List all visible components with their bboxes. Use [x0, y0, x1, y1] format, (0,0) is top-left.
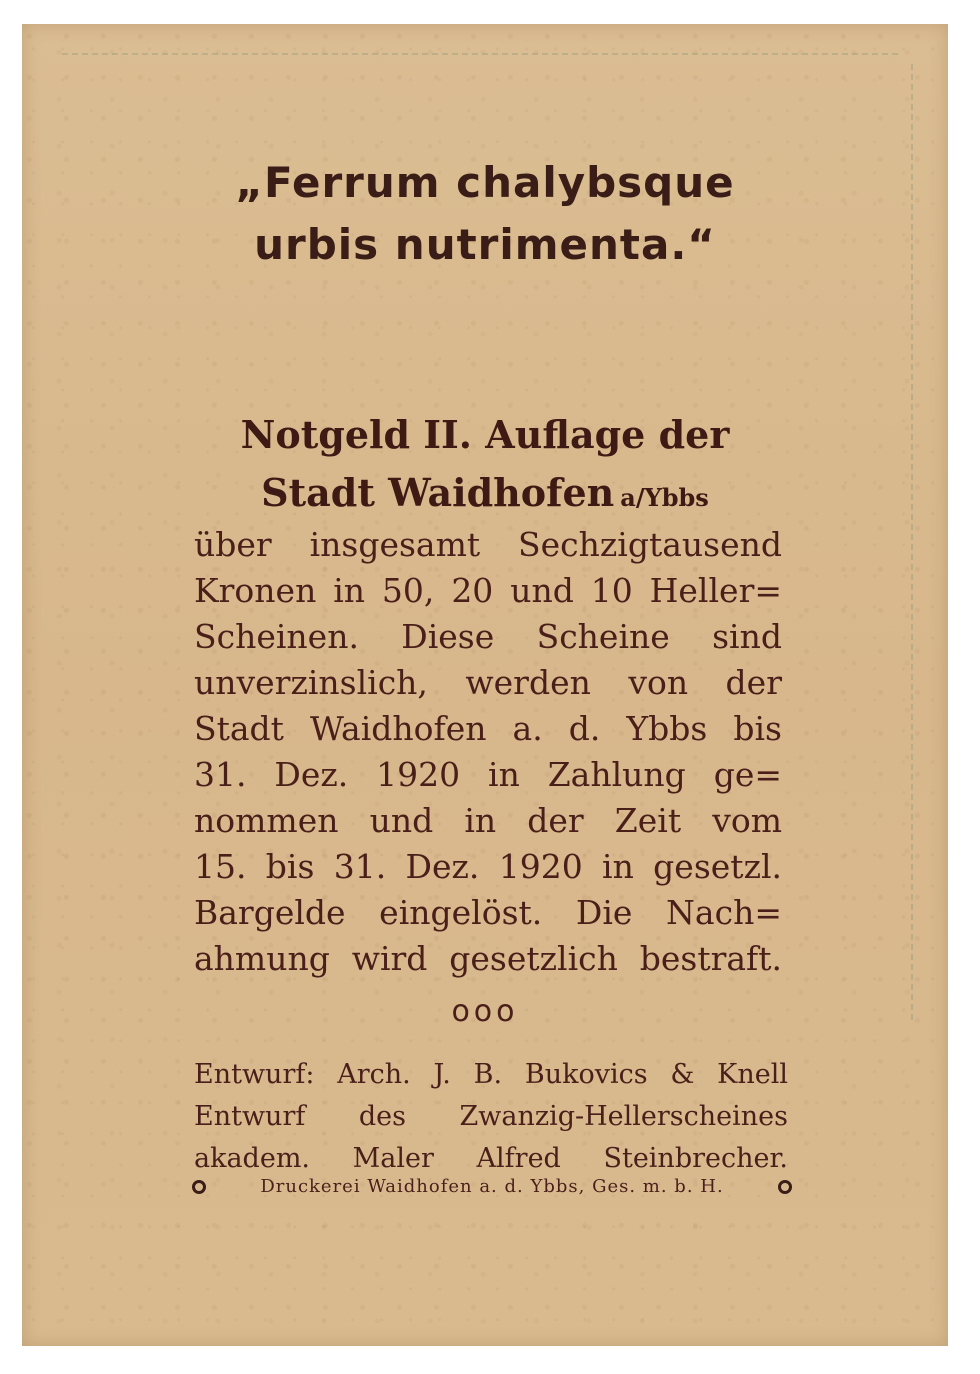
body-line: nommen und in der Zeit vom	[194, 801, 782, 840]
credit-line: Entwurf: Arch. J. B. Bukovics & Knell	[194, 1059, 788, 1090]
title-line-2-main: Stadt Waidhofen	[261, 470, 615, 515]
title-line-2	[22, 464, 948, 527]
body-line: ahmung wird gesetzlich bestraft.	[194, 939, 782, 978]
latin-motto	[22, 152, 948, 276]
design-credits	[194, 1054, 788, 1180]
circle-ornament-left-icon	[192, 1180, 206, 1194]
notgeld-card-back	[22, 24, 948, 1346]
printer-imprint	[192, 1176, 792, 1197]
body-line: Kronen in 50, 20 und 10 Heller=	[194, 571, 782, 610]
body-line: 31. Dez. 1920 in Zahlung ge=	[194, 755, 782, 794]
credit-line: Entwurf des Zwanzig-Hellerscheines	[194, 1101, 788, 1132]
body-line: Stadt Waidhofen a. d. Ybbs bis	[194, 709, 782, 748]
body-paragraph	[194, 522, 782, 982]
motto-line-2: urbis nutrimenta.“	[254, 220, 716, 269]
body-line: Scheinen. Diese Scheine sind	[194, 617, 782, 656]
title-line-2-small: a/Ybbs	[620, 483, 709, 512]
body-line: Bargelde eingelöst. Die Nach=	[194, 893, 782, 932]
motto-line-1: „Ferrum chalybsque	[235, 158, 735, 207]
printer-text: Druckerei Waidhofen a. d. Ybbs, Ges. m. b. H.	[260, 1176, 724, 1197]
body-line: über insgesamt Sechzigtausend	[194, 525, 782, 564]
ornament-separator: ooo	[451, 994, 519, 1029]
credit-line: akadem. Maler Alfred Steinbrecher.	[194, 1143, 788, 1174]
circle-ornament-right-icon	[778, 1180, 792, 1194]
notgeld-title	[22, 406, 948, 527]
body-line: 15. bis 31. Dez. 1920 in gesetzl.	[194, 847, 782, 886]
title-line-1: Notgeld II. Auflage der	[240, 412, 730, 457]
body-line: unverzinslich, werden von der	[194, 663, 782, 702]
